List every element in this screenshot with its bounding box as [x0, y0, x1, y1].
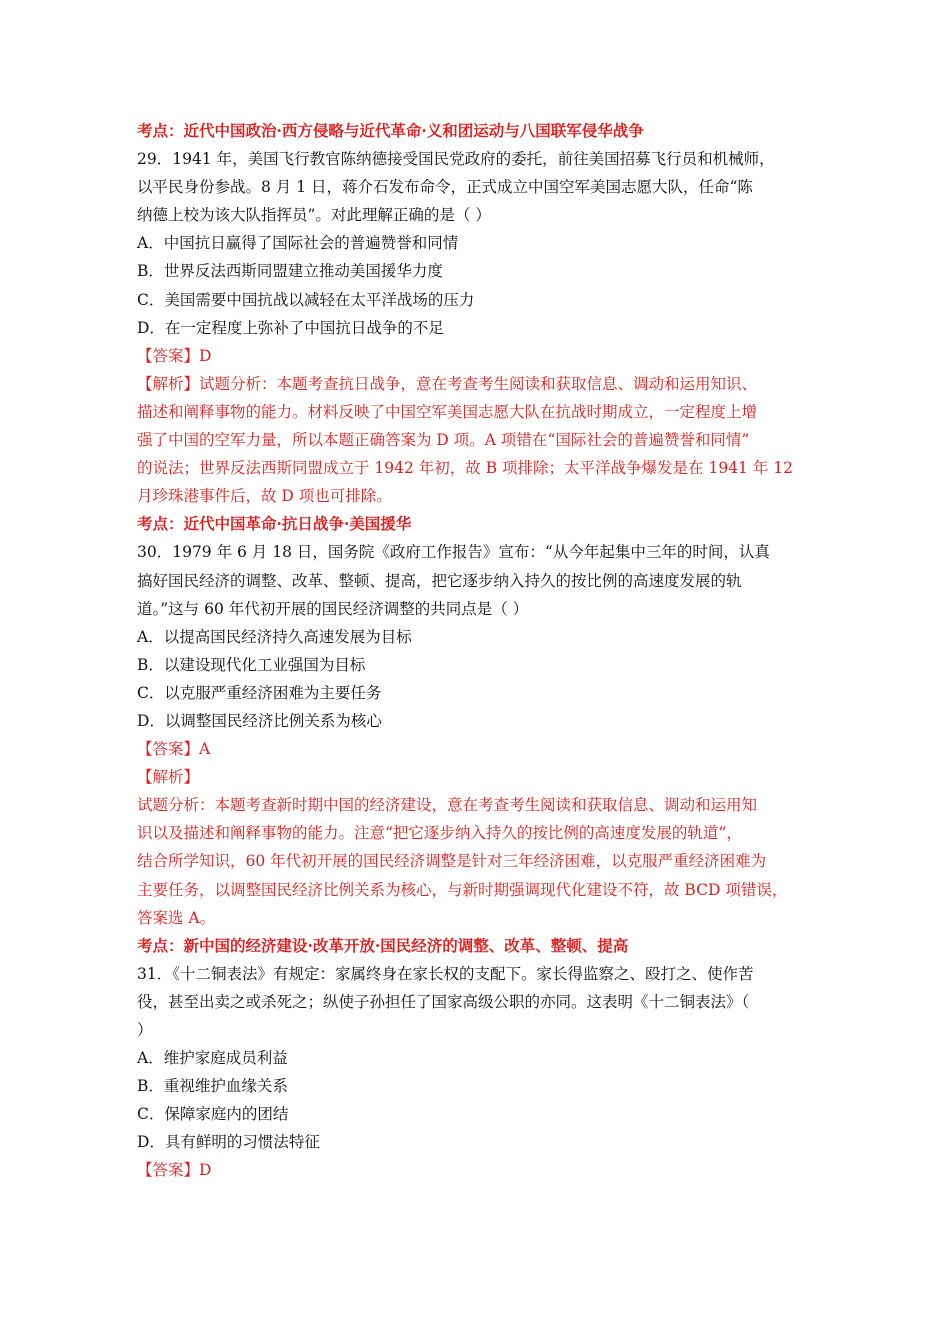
q29-option-d: D．在一定程度上弥补了中国抗日战争的不足	[137, 318, 444, 337]
q30-option-d: D．以调整国民经济比例关系为核心	[137, 711, 382, 730]
q30-option-b: B．以建设现代化工业强国为目标	[137, 655, 366, 674]
q31-stem-line: ）	[137, 1021, 153, 1039]
answer-tag: 【答案】	[137, 740, 200, 759]
question-30	[137, 538, 817, 959]
q30-stem-line: 30．1979 年 6 月 18 日，国务院《政府工作报告》宣布：“从今年起集中三年的时间，认真	[137, 543, 770, 562]
answer-value: A	[199, 740, 211, 759]
q29-analysis-line: 强了中国的空军力量，所以本题正确答案为 D 项。A 项错在“国际社会的普遍赞誉和同情”	[137, 431, 750, 450]
q31-option-d: D．具有鲜明的习惯法特征	[137, 1133, 320, 1152]
q30-analysis-line: 结合所学知识，60 年代初开展的国民经济调整是针对三年经济困难，以克服严重经济困难为	[137, 852, 767, 871]
question-29	[137, 145, 817, 538]
q29-option-a: A．中国抗日赢得了国际社会的普遍赞誉和同情	[137, 234, 459, 253]
q29-option-c: C．美国需要中国抗战以减轻在太平洋战场的压力	[137, 290, 475, 309]
q29-answer	[137, 342, 817, 370]
q30-analysis-line: 主要任务，以调整国民经济比例关系为核心，与新时期强调现代化建设不符，故 BCD 项错误，	[137, 880, 788, 899]
q31-option-b: B．重视维护血缘关系	[137, 1077, 288, 1096]
q29-kaodian: 考点：近代中国革命·抗日战争·美国援华	[137, 514, 412, 534]
q30-analysis-line: 答案选 A。	[137, 908, 216, 927]
q29-analysis-line: 【解析】试题分析：本题考查抗日战争，意在考查考生阅读和获取信息、调动和运用知识、	[137, 374, 758, 393]
q28-kaodian: 考点：近代中国政治·西方侵略与近代革命·义和团运动与八国联军侵华战争	[137, 121, 644, 140]
answer-tag: 【答案】	[137, 346, 200, 365]
question-31	[137, 960, 817, 1185]
q30-stem-line: 道。”这与 60 年代初开展的国民经济调整的共同点是（ ）	[137, 599, 529, 618]
q29-analysis-line: 的说法；世界反法西斯同盟成立于 1942 年初，故 B 项排除；太平洋战争爆发是在 1941 年 12	[137, 459, 793, 478]
q30-stem-line: 搞好国民经济的调整、改革、整顿、提高，把它逐步纳入持久的按比例的高速度发展的轨	[137, 571, 742, 590]
exam-page	[137, 117, 817, 1185]
q29-stem-line: 纳德上校为该大队指挥员”。对此理解正确的是（ ）	[137, 206, 491, 225]
q30-analysis-line: 试题分析：本题考查新时期中国的经济建设，意在考查考生阅读和获取信息、调动和运用知	[137, 796, 758, 815]
q31-option-a: A．维护家庭成员利益	[137, 1049, 288, 1068]
q30-kaodian: 考点：新中国的经济建设·改革开放·国民经济的调整、改革、整顿、提高	[137, 935, 629, 955]
q31-option-c: C．保障家庭内的团结	[137, 1105, 289, 1124]
q30-option-c: C．以克服严重经济困难为主要任务	[137, 683, 382, 702]
q30-analysis-tag: 【解析】	[137, 768, 200, 787]
q30-answer	[137, 735, 817, 763]
q29-stem-line: 29．1941 年，美国飞行教官陈纳德接受国民党政府的委托，前往美国招募飞行员和机械师，	[137, 150, 775, 169]
q29-analysis-line: 描述和阐释事物的能力。材料反映了中国空军美国志愿大队在抗战时期成立，一定程度上增	[137, 402, 758, 421]
answer-value: D	[199, 1161, 212, 1180]
q30-option-a: A．以提高国民经济持久高速发展为目标	[137, 627, 412, 646]
q29-stem-line: 以平民身份参战。8 月 1 日，蒋介石发布命令，正式成立中国空军美国志愿大队，任命“陈	[137, 178, 753, 197]
q29-option-b: B．世界反法西斯同盟建立推动美国援华力度	[137, 262, 443, 281]
q29-analysis-line: 月珍珠港事件后，故 D 项也可排除。	[137, 487, 392, 506]
q31-stem-line: 31．《十二铜表法》有规定：家属终身在家长权的支配下。家长得监察之、殴打之、使作苦	[137, 964, 754, 983]
answer-value: D	[199, 346, 212, 365]
q31-answer	[137, 1156, 817, 1184]
answer-tag: 【答案】	[137, 1161, 200, 1180]
q30-analysis-line: 识以及描述和阐释事物的能力。注意“把它逐步纳入持久的按比例的高速度发展的轨道”，	[137, 824, 742, 843]
q31-stem-line: 役，甚至出卖之或杀死之；纵使子孙担任了国家高级公职的亦同。这表明《十二铜表法》（	[137, 992, 750, 1011]
